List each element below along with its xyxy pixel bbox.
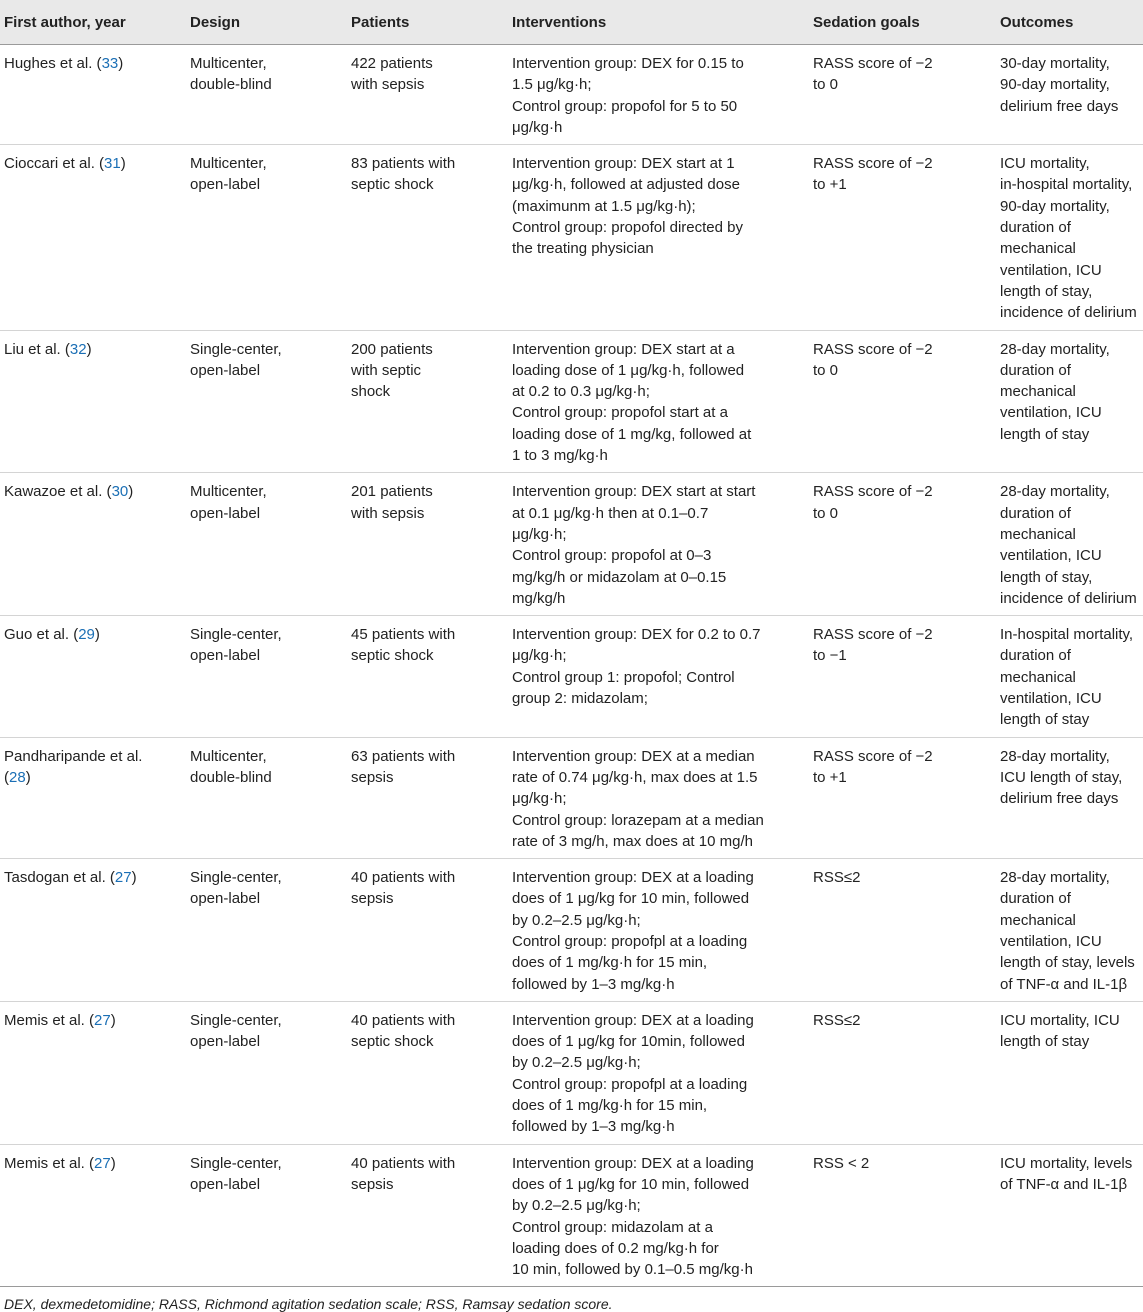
- cell-outcomes-line: 28-day mortality,: [1000, 747, 1110, 765]
- cell-outcomes-line: duration of: [1000, 890, 1071, 908]
- cell-patients-line: septic shock: [351, 1033, 434, 1051]
- cell-outcomes-line: ICU mortality, levels: [1000, 1154, 1133, 1172]
- cell-interventions-line: Control group: propofol start at a: [512, 404, 728, 422]
- cell-interventions-line: rate of 0.74 μg/kg·h, max does at 1.5: [512, 768, 758, 786]
- cell-design-line: Single-center,: [190, 626, 282, 644]
- cell-interventions-line: does of 1 mg/kg·h for 15 min,: [512, 1097, 708, 1115]
- cell-interventions: [508, 145, 809, 330]
- cell-outcomes-line: duration of: [1000, 647, 1071, 665]
- cell-outcomes-line: delirium free days: [1000, 97, 1119, 115]
- cell-sedation-goals-line: RSS < 2: [813, 1154, 870, 1172]
- cell-outcomes-line: 28-day mortality,: [1000, 483, 1110, 501]
- cell-outcomes: [996, 145, 1143, 330]
- cell-patients: [347, 1001, 508, 1144]
- cell-design-line: Multicenter,: [190, 55, 267, 72]
- cell-interventions-line: loading dose of 1 μg/kg·h, followed: [512, 361, 745, 379]
- cell-outcomes-line: 90-day mortality,: [1000, 197, 1110, 215]
- cell-interventions-line: Intervention group: DEX at a loading: [512, 1154, 754, 1172]
- cell-outcomes-line: ICU mortality, ICU: [1000, 1011, 1120, 1029]
- cell-outcomes: [996, 473, 1143, 616]
- cell-interventions: [508, 473, 809, 616]
- cell-patients-line: 40 patients with: [351, 1154, 456, 1172]
- cell-outcomes-line: 90-day mortality,: [1000, 76, 1110, 94]
- header-interventions: Interventions: [508, 0, 809, 45]
- cell-design-line: Single-center,: [190, 1011, 282, 1029]
- cell-interventions-line: 1.5 μg/kg·h;: [512, 76, 592, 94]
- header-sedation-goals: Sedation goals: [809, 0, 996, 45]
- cell-interventions-line: followed by 1–3 mg/kg·h: [512, 1118, 675, 1136]
- cell-interventions-line: does of 1 μg/kg for 10min, followed: [512, 1033, 745, 1051]
- cell-design-line: Single-center,: [190, 869, 282, 887]
- cell-outcomes: [996, 737, 1143, 858]
- cell-patients-line: septic shock: [351, 647, 434, 665]
- cell-interventions-line: Intervention group: DEX at a loading: [512, 1011, 754, 1029]
- reference-link[interactable]: 28: [9, 768, 26, 786]
- author-name: Cioccari et al. (: [4, 155, 105, 173]
- cell-first-author: [0, 45, 186, 145]
- cell-interventions-line: group 2: midazolam;: [512, 690, 648, 708]
- cell-interventions-line: mg/kg/h or midazolam at 0–0.15: [512, 568, 727, 586]
- cell-design-line: Single-center,: [190, 1154, 282, 1172]
- cell-design: [186, 859, 347, 1002]
- cell-interventions-line: Intervention group: DEX for 0.15 to: [512, 55, 744, 72]
- cell-interventions-line: (maximunm at 1.5 μg/kg·h);: [512, 197, 696, 215]
- cell-design: [186, 737, 347, 858]
- reference-link[interactable]: 33: [101, 55, 119, 72]
- cell-first-author: [0, 330, 186, 473]
- cell-design-line: open-label: [190, 647, 261, 665]
- cell-sedation-goals-line: RASS score of −2: [813, 55, 933, 72]
- cell-interventions: [508, 737, 809, 858]
- cell-sedation-goals-line: RASS score of −2: [813, 626, 933, 644]
- cell-interventions-line: loading does of 0.2 mg/kg·h for: [512, 1239, 719, 1257]
- author-paren-close: ): [131, 869, 137, 887]
- cell-patients-line: 40 patients with: [351, 869, 456, 887]
- cell-interventions-line: Intervention group: DEX at a loading: [512, 869, 754, 887]
- cell-first-author: [0, 737, 186, 858]
- author-paren-close: ): [86, 340, 92, 358]
- reference-link[interactable]: 27: [114, 869, 132, 887]
- cell-design: [186, 616, 347, 737]
- table-footnote: DEX, dexmedetomidine; RASS, Richmond agitation sedation scale; RSS, Ramsay sedation score.: [4, 1296, 613, 1312]
- cell-interventions-line: Control group: propofol for 5 to 50: [512, 97, 738, 115]
- header-outcomes: Outcomes: [996, 0, 1143, 45]
- cell-sedation-goals-line: RSS≤2: [813, 869, 861, 887]
- cell-outcomes-line: mechanical: [1000, 911, 1076, 929]
- cell-patients-line: 83 patients with: [351, 155, 456, 173]
- cell-outcomes-line: mechanical: [1000, 668, 1076, 686]
- reference-link[interactable]: 30: [111, 483, 129, 501]
- table-header-row: [0, 0, 1143, 45]
- cell-patients-line: sepsis: [351, 768, 394, 786]
- header-first-author: First author, year: [0, 0, 186, 45]
- reference-link[interactable]: 32: [69, 340, 87, 358]
- table-row: [0, 616, 1143, 737]
- author-paren-open: (: [4, 768, 9, 786]
- cell-design-line: Multicenter,: [190, 747, 267, 765]
- cell-outcomes: [996, 330, 1143, 473]
- cell-design: [186, 45, 347, 145]
- cell-interventions-line: the treating physician: [512, 240, 654, 258]
- cell-patients: [347, 737, 508, 858]
- cell-design-line: open-label: [190, 361, 261, 379]
- cell-patients-line: shock: [351, 383, 391, 401]
- author-name: Guo et al. (: [4, 626, 79, 644]
- cell-interventions-line: followed by 1–3 mg/kg·h: [512, 975, 675, 993]
- cell-first-author: [0, 145, 186, 330]
- cell-patients-line: 40 patients with: [351, 1011, 456, 1029]
- cell-sedation-goals-line: to 0: [813, 76, 839, 94]
- cell-sedation-goals: [809, 1001, 996, 1144]
- cell-interventions: [508, 1144, 809, 1287]
- cell-first-author: [0, 473, 186, 616]
- cell-design-line: Multicenter,: [190, 155, 267, 173]
- cell-outcomes-line: delirium free days: [1000, 790, 1119, 808]
- cell-interventions: [508, 45, 809, 145]
- cell-sedation-goals: [809, 473, 996, 616]
- cell-design-line: open-label: [190, 1175, 261, 1193]
- cell-interventions-line: Control group: propofol at 0–3: [512, 547, 712, 565]
- cell-sedation-goals-line: RASS score of −2: [813, 340, 933, 358]
- table-row: [0, 1144, 1143, 1287]
- cell-design: [186, 473, 347, 616]
- cell-first-author: [0, 616, 186, 737]
- cell-sedation-goals-line: to +1: [813, 176, 847, 194]
- reference-link[interactable]: 29: [78, 626, 95, 644]
- author-name: Memis et al. (: [4, 1154, 95, 1172]
- cell-patients-line: septic shock: [351, 176, 434, 194]
- cell-interventions-line: Control group: propofol directed by: [512, 219, 743, 237]
- cell-patients: [347, 45, 508, 145]
- cell-interventions-line: 10 min, followed by 0.1–0.5 mg/kg·h: [512, 1261, 753, 1279]
- cell-outcomes-line: of TNF-α and IL-1β: [1000, 975, 1128, 993]
- cell-interventions-line: Control group: lorazepam at a median: [512, 811, 764, 829]
- cell-design: [186, 330, 347, 473]
- author-name: Hughes et al. (: [4, 55, 102, 72]
- cell-outcomes-line: 28-day mortality,: [1000, 340, 1110, 358]
- cell-patients-line: with sepsis: [351, 76, 425, 94]
- cell-interventions-line: by 0.2–2.5 μg/kg·h;: [512, 911, 641, 929]
- author-paren-close: ): [118, 55, 124, 72]
- cell-outcomes-line: incidence of delirium: [1000, 304, 1137, 322]
- author-paren-close: ): [94, 626, 100, 644]
- header-patients: Patients: [347, 0, 508, 45]
- cell-interventions-line: by 0.2–2.5 μg/kg·h;: [512, 1197, 641, 1215]
- cell-interventions-line: μg/kg·h;: [512, 525, 567, 543]
- cell-interventions: [508, 616, 809, 737]
- cell-outcomes: [996, 616, 1143, 737]
- cell-sedation-goals-line: RSS≤2: [813, 1011, 861, 1029]
- author-name: Memis et al. (: [4, 1011, 95, 1029]
- author-name: Liu et al. (: [4, 340, 70, 358]
- cell-outcomes-line: 28-day mortality,: [1000, 869, 1110, 887]
- cell-outcomes-line: incidence of delirium: [1000, 589, 1137, 607]
- cell-patients-line: sepsis: [351, 890, 394, 908]
- cell-interventions: [508, 1001, 809, 1144]
- cell-patients-line: with septic: [351, 361, 422, 379]
- cell-sedation-goals-line: RASS score of −2: [813, 483, 933, 501]
- cell-outcomes-line: duration of: [1000, 361, 1071, 379]
- cell-outcomes-line: mechanical: [1000, 240, 1076, 258]
- cell-interventions-line: does of 1 μg/kg for 10 min, followed: [512, 1175, 750, 1193]
- cell-interventions-line: Control group: midazolam at a: [512, 1218, 713, 1236]
- table-row: [0, 473, 1143, 616]
- cell-interventions-line: Intervention group: DEX start at start: [512, 483, 756, 501]
- author-paren-close: ): [110, 1011, 116, 1029]
- cell-sedation-goals-line: RASS score of −2: [813, 747, 933, 765]
- author-name: Kawazoe et al. (: [4, 483, 112, 501]
- cell-outcomes: [996, 45, 1143, 145]
- cell-design-line: open-label: [190, 1033, 261, 1051]
- reference-link[interactable]: 27: [94, 1154, 111, 1172]
- cell-design-line: double-blind: [190, 768, 272, 786]
- cell-sedation-goals: [809, 859, 996, 1002]
- cell-patients: [347, 330, 508, 473]
- cell-design: [186, 1144, 347, 1287]
- cell-sedation-goals: [809, 145, 996, 330]
- cell-first-author: [0, 1144, 186, 1287]
- author-paren-close: ): [128, 483, 134, 501]
- cell-patients-line: 200 patients: [351, 340, 433, 358]
- cell-design: [186, 145, 347, 330]
- cell-interventions-line: at 0.2 to 0.3 μg/kg·h;: [512, 383, 650, 401]
- cell-interventions-line: by 0.2–2.5 μg/kg·h;: [512, 1054, 641, 1072]
- cell-interventions-line: mg/kg/h: [512, 589, 566, 607]
- cell-patients: [347, 145, 508, 330]
- cell-interventions-line: at 0.1 μg/kg·h then at 0.1–0.7: [512, 504, 709, 522]
- cell-interventions-line: loading dose of 1 mg/kg, followed at: [512, 425, 752, 443]
- cell-outcomes-line: ICU mortality,: [1000, 155, 1090, 173]
- cell-interventions-line: Intervention group: DEX start at a: [512, 340, 735, 358]
- cell-outcomes-line: ventilation, ICU: [1000, 690, 1102, 708]
- cell-outcomes-line: ventilation, ICU: [1000, 404, 1102, 422]
- cell-sedation-goals-line: RASS score of −2: [813, 155, 933, 173]
- cell-interventions-line: μg/kg·h: [512, 118, 563, 136]
- cell-outcomes-line: duration of: [1000, 504, 1071, 522]
- cell-patients: [347, 859, 508, 1002]
- cell-outcomes-line: mechanical: [1000, 383, 1076, 401]
- table-row: [0, 859, 1143, 1002]
- cell-interventions-line: μg/kg·h;: [512, 647, 567, 665]
- cell-outcomes-line: length of stay: [1000, 711, 1090, 729]
- cell-interventions: [508, 330, 809, 473]
- cell-patients: [347, 616, 508, 737]
- cell-sedation-goals: [809, 616, 996, 737]
- cell-outcomes-line: 30-day mortality,: [1000, 55, 1110, 72]
- cell-patients: [347, 473, 508, 616]
- cell-interventions: [508, 859, 809, 1002]
- author-paren-close: ): [110, 1154, 116, 1172]
- cell-outcomes-line: duration of: [1000, 219, 1071, 237]
- cell-outcomes-line: mechanical: [1000, 525, 1076, 543]
- cell-outcomes-line: ventilation, ICU: [1000, 261, 1102, 279]
- cell-interventions-line: Intervention group: DEX for 0.2 to 0.7: [512, 626, 761, 644]
- cell-interventions-line: Intervention group: DEX at a median: [512, 747, 755, 765]
- table-row: [0, 737, 1143, 858]
- cell-interventions-line: Intervention group: DEX start at 1: [512, 155, 735, 173]
- cell-sedation-goals: [809, 45, 996, 145]
- cell-design-line: open-label: [190, 176, 261, 194]
- table-row: [0, 1001, 1143, 1144]
- cell-outcomes-line: ICU length of stay,: [1000, 768, 1123, 786]
- cell-interventions-line: does of 1 mg/kg·h for 15 min,: [512, 954, 708, 972]
- author-name: Tasdogan et al. (: [4, 869, 115, 887]
- cell-sedation-goals-line: to 0: [813, 361, 839, 379]
- cell-first-author: [0, 859, 186, 1002]
- cell-outcomes-line: In-hospital mortality,: [1000, 626, 1134, 644]
- cell-sedation-goals: [809, 1144, 996, 1287]
- cell-outcomes-line: length of stay: [1000, 425, 1090, 443]
- author-name: Pandharipande et al.: [4, 747, 143, 765]
- cell-outcomes-line: length of stay,: [1000, 282, 1093, 300]
- cell-interventions-line: does of 1 μg/kg for 10 min, followed: [512, 890, 750, 908]
- cell-patients-line: 201 patients: [351, 483, 433, 501]
- cell-sedation-goals: [809, 737, 996, 858]
- header-design: Design: [186, 0, 347, 45]
- cell-outcomes-line: in-hospital mortality,: [1000, 176, 1133, 194]
- cell-sedation-goals-line: to 0: [813, 504, 839, 522]
- cell-outcomes: [996, 1144, 1143, 1287]
- cell-design-line: double-blind: [190, 76, 272, 94]
- reference-link[interactable]: 27: [94, 1011, 111, 1029]
- cell-sedation-goals-line: to +1: [813, 768, 847, 786]
- cell-outcomes-line: length of stay, levels: [1000, 954, 1135, 972]
- cell-outcomes-line: length of stay: [1000, 1033, 1090, 1051]
- cell-outcomes-line: length of stay,: [1000, 568, 1093, 586]
- author-paren-close: ): [25, 768, 31, 786]
- cell-outcomes-line: ventilation, ICU: [1000, 932, 1102, 950]
- cell-patients-line: sepsis: [351, 1175, 394, 1193]
- cell-design-line: Single-center,: [190, 340, 282, 358]
- cell-interventions-line: 1 to 3 mg/kg·h: [512, 447, 608, 465]
- cell-interventions-line: μg/kg·h, followed at adjusted dose: [512, 176, 740, 194]
- cell-design-line: open-label: [190, 890, 261, 908]
- cell-first-author: [0, 1001, 186, 1144]
- cell-patients-line: 63 patients with: [351, 747, 456, 765]
- cell-outcomes-line: ventilation, ICU: [1000, 547, 1102, 565]
- cell-interventions-line: rate of 3 mg/h, max does at 10 mg/h: [512, 832, 753, 850]
- table-row: [0, 145, 1143, 330]
- cell-patients-line: with sepsis: [351, 504, 425, 522]
- cell-interventions-line: Control group: propofpl at a loading: [512, 1075, 748, 1093]
- cell-design: [186, 1001, 347, 1144]
- cell-sedation-goals-line: to −1: [813, 647, 847, 665]
- cell-interventions-line: Control group: propofpl at a loading: [512, 932, 748, 950]
- table-row: [0, 45, 1143, 145]
- cell-patients-line: 422 patients: [351, 55, 433, 72]
- cell-outcomes: [996, 1001, 1143, 1144]
- cell-patients: [347, 1144, 508, 1287]
- cell-interventions-line: μg/kg·h;: [512, 790, 567, 808]
- cell-design-line: open-label: [190, 504, 261, 522]
- cell-sedation-goals: [809, 330, 996, 473]
- author-paren-close: ): [120, 155, 126, 173]
- table-row: [0, 330, 1143, 473]
- cell-outcomes-line: of TNF-α and IL-1β: [1000, 1175, 1128, 1193]
- cell-design-line: Multicenter,: [190, 483, 267, 501]
- cell-patients-line: 45 patients with: [351, 626, 456, 644]
- table-body: [0, 45, 1143, 1287]
- reference-link[interactable]: 31: [104, 155, 121, 173]
- cell-interventions-line: Control group 1: propofol; Control: [512, 668, 735, 686]
- cell-outcomes: [996, 859, 1143, 1002]
